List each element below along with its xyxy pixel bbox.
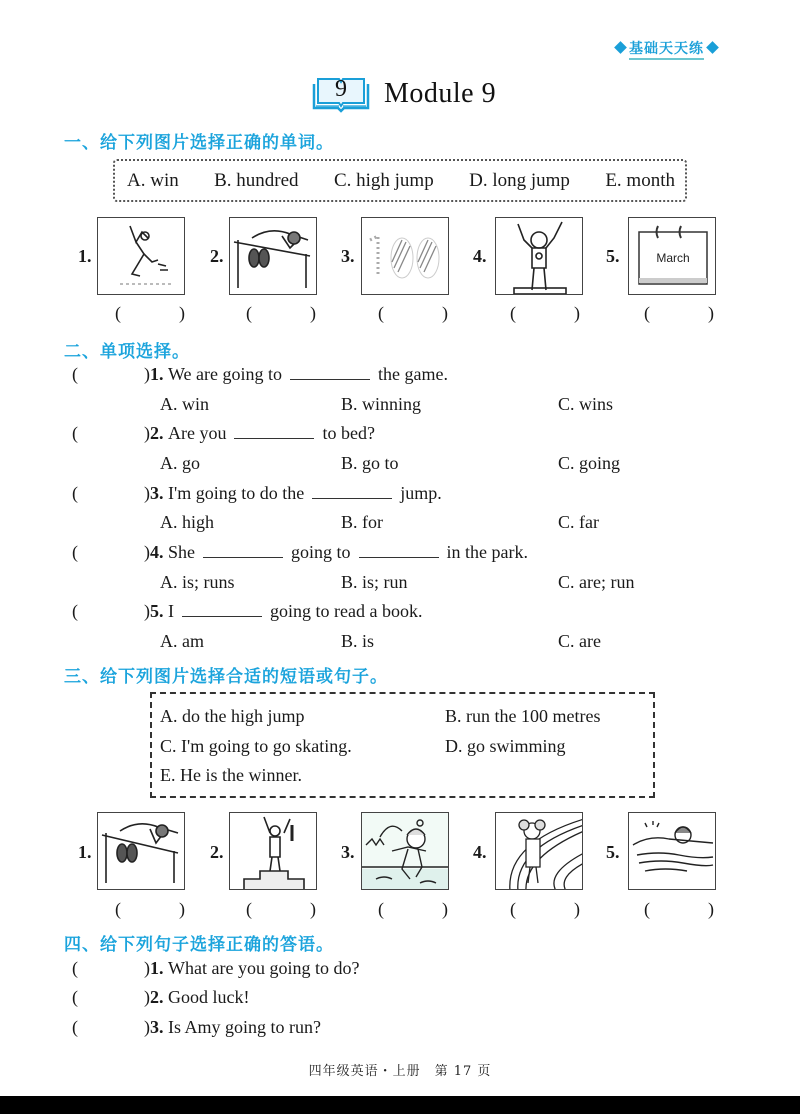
answer-blank[interactable]: ( ) (378, 303, 448, 323)
section-3-heading: 三、给下列图片选择合适的短语或句子。 (64, 667, 388, 687)
picture-number: 5. (606, 842, 620, 862)
swimming-picture (628, 812, 716, 890)
answer-blank[interactable]: ( ) (378, 899, 448, 919)
picture-number: 3. (341, 246, 355, 266)
option-a: A. is; runs (160, 572, 235, 592)
long-jump-picture (97, 217, 185, 295)
high-jump-picture (229, 217, 317, 295)
answer-blank[interactable]: ( (72, 542, 78, 562)
fill-blank (359, 557, 439, 558)
question-row: ( ) 3. Is Amy going to run? (72, 1017, 321, 1037)
picture-number: 4. (473, 246, 487, 266)
answer-blank[interactable]: ( ) (115, 303, 185, 323)
word-option: C. high jump (333, 169, 434, 191)
badge-text: 基础天天练 (629, 41, 704, 60)
answer-blank[interactable]: ( (72, 987, 78, 1007)
option-b: B. go to (341, 453, 399, 473)
option-a: A. win (160, 394, 209, 414)
option-c: C. far (558, 512, 599, 532)
question-row: ( ) 3. I'm going to do the jump. (72, 483, 442, 503)
running-track-picture (495, 812, 583, 890)
picture-number: 1. (78, 842, 92, 862)
phrase-option: C. I'm going to go skating. (160, 736, 352, 756)
answer-blank[interactable]: ( ) (644, 303, 714, 323)
svg-text:March: March (656, 251, 690, 265)
page-title: Module 9 (384, 78, 497, 109)
question-row: ( ) 1. What are you going to do? (72, 958, 360, 978)
option-a: A. go (160, 453, 200, 473)
series-badge (612, 38, 721, 58)
fill-blank (290, 379, 370, 380)
answer-blank[interactable]: ( (72, 483, 78, 503)
answer-blank[interactable]: ( ) (246, 303, 316, 323)
module-header (312, 74, 496, 114)
answer-blank[interactable]: ( (72, 423, 78, 443)
question-row: ( ) 1. We are going to the game. (72, 364, 448, 384)
bottom-bar (0, 1096, 800, 1114)
option-c: C. are (558, 631, 601, 651)
answer-blank[interactable]: ( ) (246, 899, 316, 919)
phrase-option: E. He is the winner. (160, 765, 302, 785)
answer-blank[interactable]: ( ) (115, 899, 185, 919)
picture-number: 1. (78, 246, 92, 266)
picture-number: 4. (473, 842, 487, 862)
question-row: ( ) 4. She going to in the park. (72, 542, 528, 562)
open-book-icon (312, 75, 370, 113)
calendar-picture (628, 217, 716, 295)
module-number: 9 (335, 76, 347, 102)
picture-number: 2. (210, 842, 224, 862)
option-c: C. are; run (558, 572, 635, 592)
option-b: B. winning (341, 394, 422, 414)
word-option: B. hundred (214, 169, 299, 191)
section-4-heading: 四、给下列句子选择正确的答语。 (64, 935, 334, 955)
section-1-heading: 一、给下列图片选择正确的单词。 (64, 133, 334, 153)
question-row: ( ) 2. Are you to bed? (72, 423, 375, 443)
option-b: B. is; run (341, 572, 408, 592)
section-2-heading: 二、单项选择。 (64, 342, 190, 362)
answer-blank[interactable]: ( (72, 958, 78, 978)
word-bank (113, 159, 687, 202)
word-option: A. win (127, 169, 179, 191)
fill-blank (234, 438, 314, 439)
option-b: B. is (341, 631, 375, 651)
picture-number: 5. (606, 246, 620, 266)
picture-number: 2. (210, 246, 224, 266)
answer-blank[interactable]: ( ) (510, 899, 580, 919)
number-100-picture (361, 217, 449, 295)
word-option: E. month (605, 169, 675, 191)
option-b: B. for (341, 512, 383, 532)
fill-blank (203, 557, 283, 558)
answer-blank[interactable]: ( ) (644, 899, 714, 919)
option-a: A. am (160, 631, 204, 651)
answer-blank[interactable]: ( (72, 601, 78, 621)
answer-blank[interactable]: ( ) (510, 303, 580, 323)
phrase-option: D. go swimming (445, 736, 566, 756)
fill-blank (182, 616, 262, 617)
high-jump-picture (97, 812, 185, 890)
fill-blank (312, 498, 392, 499)
page-footer: 四年级英语・上册 第 17 页 (308, 1064, 492, 1079)
phrase-option: A. do the high jump (160, 706, 305, 726)
option-a: A. high (160, 512, 214, 532)
question-row: ( ) 2. Good luck! (72, 987, 250, 1007)
option-c: C. wins (558, 394, 614, 414)
answer-blank[interactable]: ( (72, 364, 78, 384)
skating-picture (361, 812, 449, 890)
option-c: C. going (558, 453, 621, 473)
winner-on-podium-picture (229, 812, 317, 890)
phrase-option: B. run the 100 metres (445, 706, 601, 726)
picture-number: 3. (341, 842, 355, 862)
word-option: D. long jump (469, 169, 570, 191)
diamond-icon (614, 41, 627, 54)
diamond-icon (706, 41, 719, 54)
phrase-bank (150, 692, 655, 798)
answer-blank[interactable]: ( (72, 1017, 78, 1037)
winner-on-podium-picture (495, 217, 583, 295)
question-row: ( ) 5. I going to read a book. (72, 601, 423, 621)
